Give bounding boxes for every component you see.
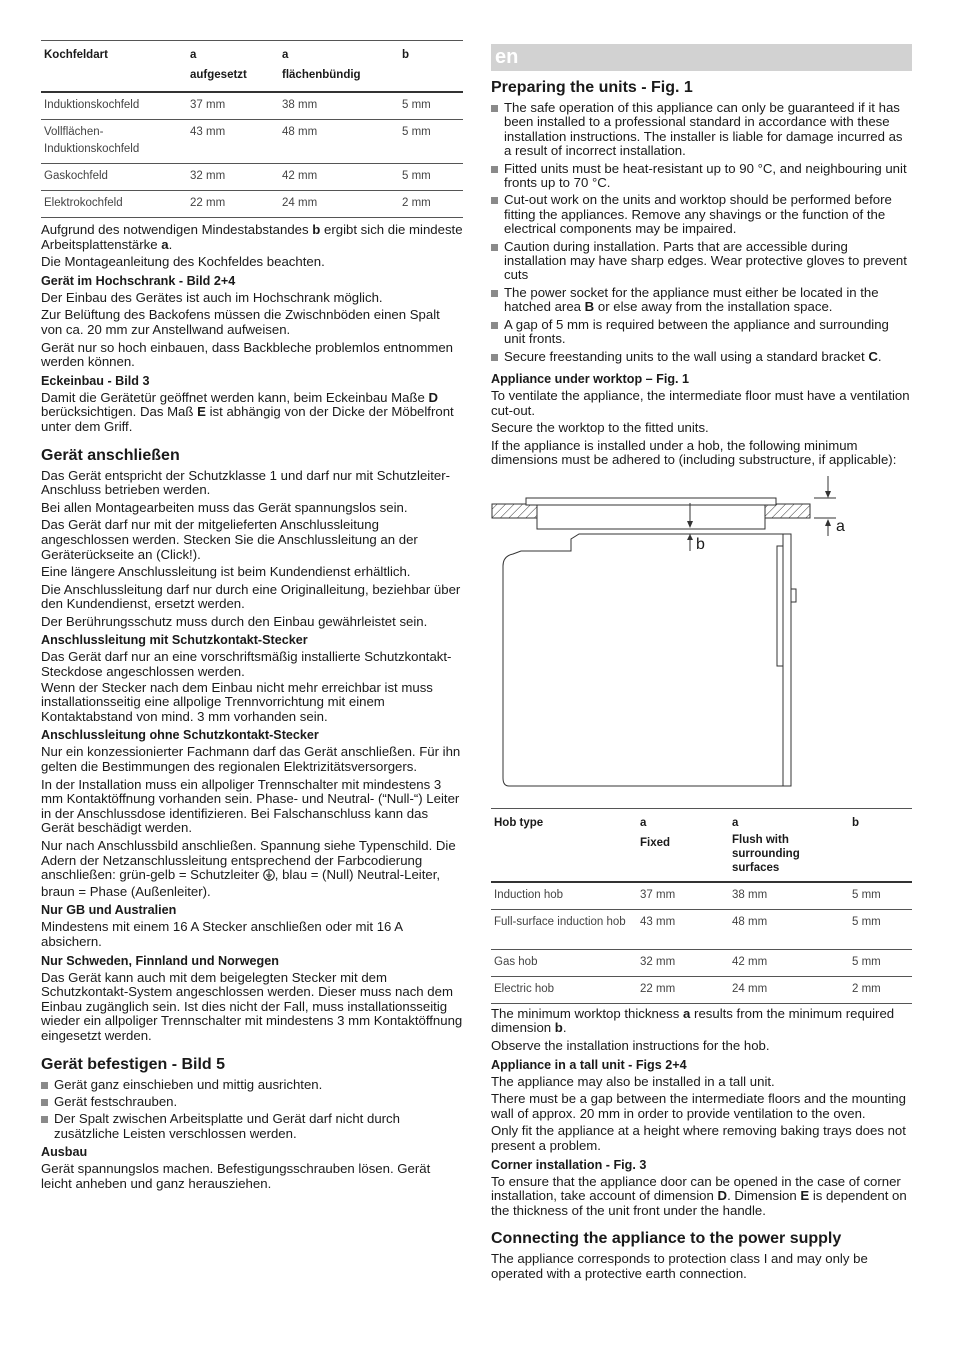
paragraph: Das Gerät darf nur an eine vorschriftsmäßig installierte Schutzkontakt-Steckdose angeschlossen werden. xyxy=(41,649,452,680)
square-bullet-icon xyxy=(491,105,498,112)
paragraph: Mindestens mit einem 16 A Stecker anschließen oder mit 16 A absichern. xyxy=(41,919,403,949)
table-cell: 5 mm xyxy=(849,909,912,949)
paragraph: Das Gerät darf nur mit der mitgelieferten Anschlussleitung angeschlossen werden. Stecken Sie die Anschlussleitung an der Geräterückseite an (Click!). xyxy=(41,517,418,562)
heading-preparing: Preparing the units - Fig. 1 xyxy=(491,79,693,96)
language-bar xyxy=(491,44,912,71)
paragraph-hob-instructions: Observe the installation instructions for the hob. xyxy=(491,1038,770,1054)
worktop-right xyxy=(765,504,810,518)
paragraph: To ventilate the appliance, the intermediate floor must have a ventilation cut-out. xyxy=(491,387,910,418)
left-column xyxy=(41,40,463,1194)
list-item: Gerät ganz einschieben und mittig ausrichten. xyxy=(41,1078,463,1092)
table-cell: 32 mm xyxy=(637,949,729,976)
heading-nordic: Nur Schweden, Finnland und Norwegen xyxy=(41,953,279,968)
table-header-row xyxy=(41,41,463,93)
paragraph: In der Installation muss ein allpoliger Trennschalter mit mindestens 3 mm Kontaktöffnung vorhanden sein. Phase- und Neutral- (“Null-“) Leiter in der Anschlussdose identifizieren. Bei Falschanschluss kann das Gerät beschädigt werden. xyxy=(41,776,460,836)
table-cell: 22 mm xyxy=(637,976,729,1003)
paragraph-hob-instructions: Die Montageanleitung des Kochfeldes beachten. xyxy=(41,254,325,270)
square-bullet-icon xyxy=(491,322,498,329)
square-bullet-icon xyxy=(41,1082,48,1089)
heading-fix: Gerät befestigen - Bild 5 xyxy=(41,1055,226,1073)
list-item: A gap of 5 mm is required between the appliance and surrounding unit fronts. xyxy=(491,318,912,347)
square-bullet-icon xyxy=(491,244,498,251)
table-row xyxy=(491,976,912,1003)
paragraph: Gerät spannungslos machen. Befestigungsschrauben lösen. Gerät leicht anheben und ganz herausziehen. xyxy=(41,1161,431,1191)
table-cell: Vollflächen-Induktionskochfeld xyxy=(41,120,187,164)
dim-a-label: a xyxy=(836,517,845,535)
table-row xyxy=(41,92,463,120)
table-cell: Gaskochfeld xyxy=(41,164,187,191)
table-header-cell: b xyxy=(849,808,912,882)
paragraph: Bei allen Montagearbeiten muss das Gerät spannungslos sein. xyxy=(41,499,408,515)
table-header-cell: a Flush with surrounding surfaces xyxy=(729,808,849,882)
table-cell: Full-surface induction hob xyxy=(491,909,637,949)
table-cell: 5 mm xyxy=(399,92,463,120)
table-row xyxy=(41,120,463,164)
square-bullet-icon xyxy=(491,290,498,297)
heading-corner: Corner installation - Fig. 3 xyxy=(491,1157,647,1172)
installation-diagram xyxy=(491,476,912,808)
hob-dimensions-table-en xyxy=(491,808,912,1004)
square-bullet-icon xyxy=(491,197,498,204)
paragraph-corner: Damit die Gerätetür geöffnet werden kann, beim Eckeinbau Maße D berücksichtigen. Das Maß E ist abhängig von der Dicke der Möbelfront unter dem Griff. xyxy=(41,389,454,434)
table-cell: Gas hob xyxy=(491,949,637,976)
table-cell: 48 mm xyxy=(279,120,399,164)
paragraph: Der Berührungsschutz muss durch den Einbau gewährleistet sein. xyxy=(41,613,428,629)
paragraph: Zur Belüftung des Backofens müssen die Zwischnböden einen Spalt von ca. 20 mm zur Anstellwand aufweisen. xyxy=(41,307,440,337)
paragraph: Eine längere Anschlussleitung ist beim Kundendienst erhältlich. xyxy=(41,564,411,580)
table-header-row xyxy=(491,808,912,882)
table-row xyxy=(491,909,912,949)
hob-top xyxy=(526,498,776,505)
oven-door xyxy=(783,534,791,786)
table-header-cell: a Fixed xyxy=(637,808,729,882)
list-item: Secure freestanding units to the wall using a standard bracket C. xyxy=(491,350,912,364)
list-item: Cut-out work on the units and worktop should be performed before fitting the appliances. Remove any shavings or the function of the electrical components may be impaired. xyxy=(491,193,912,236)
table-cell: 43 mm xyxy=(187,120,279,164)
list-item: Gerät festschrauben. xyxy=(41,1095,463,1109)
worktop-left xyxy=(492,504,537,518)
table-cell: Induction hob xyxy=(491,882,637,910)
preparing-list xyxy=(491,101,912,364)
hob-dimensions-table-de xyxy=(41,40,463,218)
list-item: The power socket for the appliance must either be located in the hatched area B or else away from the installation space. xyxy=(491,286,912,315)
table-cell: 22 mm xyxy=(187,191,279,218)
paragraph: Only fit the appliance at a height where removing baking trays does not present a problem. xyxy=(491,1123,906,1154)
paragraph-corner: To ensure that the appliance door can be opened in the case of corner installation, take account of dimension D. Dimension E is dependent on the thickness of the unit front under the handle. xyxy=(491,1173,907,1218)
table-row xyxy=(41,191,463,218)
square-bullet-icon xyxy=(41,1099,48,1106)
table-cell: Electric hob xyxy=(491,976,637,1003)
paragraph-min-thickness: Aufgrund des notwendigen Mindestabstandes b ergibt sich die mindeste Arbeitsplattenstärke a. xyxy=(41,222,463,252)
table-cell: 5 mm xyxy=(399,164,463,191)
dim-a-arrowhead-down xyxy=(825,491,831,498)
oven-handle xyxy=(791,589,796,602)
table-cell: 38 mm xyxy=(279,92,399,120)
heading-connect: Gerät anschließen xyxy=(41,446,180,464)
paragraph: Gerät nur so hoch einbauen, dass Backbleche problemlos entnommen werden können. xyxy=(41,339,453,370)
square-bullet-icon xyxy=(41,1116,48,1123)
dim-b-label: b xyxy=(696,535,705,553)
fix-list xyxy=(41,1078,463,1142)
paragraph: Das Gerät entspricht der Schutzklasse 1 und darf nur mit Schutzleiter-Anschluss betrieben werden. xyxy=(41,467,450,498)
earth-symbol-icon xyxy=(263,869,275,885)
table-row xyxy=(491,882,912,910)
paragraph: Die Anschlussleitung darf nur durch eine Originalleitung, beziehbar über den Kundendienst, ersetzt werden. xyxy=(41,581,461,612)
heading-tall-unit: Gerät im Hochschrank - Bild 2+4 xyxy=(41,273,236,288)
paragraph-min-thickness: The minimum worktop thickness a results from the minimum required dimension b. xyxy=(491,1005,895,1036)
table-header-cell: Kochfeldart xyxy=(41,41,187,93)
list-item: Caution during installation. Parts that are accessible during installation may have sharp edges. Wear protective gloves to prevent cuts xyxy=(491,240,912,283)
table-cell: 37 mm xyxy=(187,92,279,120)
paragraph: Der Einbau des Gerätes ist auch im Hochschrank möglich. xyxy=(41,289,383,305)
table-cell: 32 mm xyxy=(187,164,279,191)
table-cell: 42 mm xyxy=(279,164,399,191)
table-header-cell: a flächenbündig xyxy=(279,41,399,93)
table-cell: 48 mm xyxy=(729,909,849,949)
table-cell: 24 mm xyxy=(729,976,849,1003)
paragraph: If the appliance is installed under a hob, the following minimum dimensions must be adhered to (including substructure, if applicable): xyxy=(491,437,897,468)
table-header-cell: b xyxy=(399,41,463,93)
paragraph: Wenn der Stecker nach dem Einbau nicht mehr erreichbar ist muss installationsseitig eine allpolige Trennvorrichtung mit einem Kontaktabstand von mind. 3 mm vorhanden sein. xyxy=(41,679,433,724)
paragraph: There must be a gap between the intermediate floors and the mounting wall of approx. 20 mm in order to provide ventilation to the oven. xyxy=(491,1091,906,1121)
table-cell: Elektrokochfeld xyxy=(41,191,187,218)
oven-under-worktop-drawing xyxy=(491,476,912,808)
language-code: en xyxy=(495,46,519,68)
paragraph: Secure the worktop to the fitted units. xyxy=(491,420,709,436)
table-cell: 2 mm xyxy=(849,976,912,1003)
paragraph: The appliance may also be installed in a tall unit. xyxy=(491,1073,775,1089)
table-cell: 43 mm xyxy=(637,909,729,949)
table-cell: 5 mm xyxy=(399,120,463,164)
table-header-cell: a aufgesetzt xyxy=(187,41,279,93)
heading-removal: Ausbau xyxy=(41,1145,88,1160)
table-cell: Induktionskochfeld xyxy=(41,92,187,120)
list-item: The safe operation of this appliance can only be guaranteed if it has been installed to a professional standard in accordance with these installation instructions. The installer is liable for damage incurred as a result of incorrect installation. xyxy=(491,101,912,159)
table-cell: 42 mm xyxy=(729,949,849,976)
heading-tall-unit: Appliance in a tall unit - Figs 2+4 xyxy=(491,1057,687,1072)
square-bullet-icon xyxy=(491,354,498,361)
hob-body xyxy=(537,505,765,529)
table-cell: 37 mm xyxy=(637,882,729,910)
table-cell: 24 mm xyxy=(279,191,399,218)
heading-corner: Eckeinbau - Bild 3 xyxy=(41,373,150,388)
table-row xyxy=(491,949,912,976)
table-cell: 5 mm xyxy=(849,882,912,910)
paragraph: Nur ein konzessionierter Fachmann darf das Gerät anschließen. Für ihn gelten die Bestimmungen des regionalen Elektrizitätsversorgers. xyxy=(41,744,461,775)
square-bullet-icon xyxy=(491,166,498,173)
heading-under-worktop: Appliance under worktop – Fig. 1 xyxy=(491,371,690,386)
paragraph: The appliance corresponds to protection class I and may only be operated with a protective earth connection. xyxy=(491,1251,868,1281)
heading-connect: Connecting the appliance to the power supply xyxy=(491,1230,842,1248)
paragraph-color-coding: Nur nach Anschlussbild anschließen. Spannung siehe Typenschild. Die Adern der Netzanschlussleitung entsprechend der Farbcodierung anschließen: grün-gelb = Schutzleiter , blau = (Null) Neutral-Leiter, braun = Phase (Außenleiter). xyxy=(41,838,456,899)
table-cell: 2 mm xyxy=(399,191,463,218)
table-cell: 38 mm xyxy=(729,882,849,910)
heading-no-plug: Anschlussleitung ohne Schutzkontakt-Stecker xyxy=(41,728,319,743)
heading-plug: Anschlussleitung mit Schutzkontakt-Stecker xyxy=(41,633,308,648)
right-column xyxy=(491,44,912,1285)
paragraph: Das Gerät kann auch mit dem beigelegten Stecker mit dem Schutzkontakt-System angeschlossen werden. Dieser muss nach dem Einbau zugänglich sein. Ist dies nicht der Fall, muss installationsseitig wieder ein allpoliger Trennschalter mit mindestens 3 mm Kontaktöffnung eingesetzt werden. xyxy=(41,969,463,1043)
list-item: Der Spalt zwischen Arbeitsplatte und Gerät darf nicht durch zusätzliche Leisten verschlossen werden. xyxy=(41,1112,463,1141)
heading-gb-australia: Nur GB und Australien xyxy=(41,903,177,918)
list-item: Fitted units must be heat-resistant up to 90 °C, and neighbouring unit fronts up to 70 °C. xyxy=(491,162,912,191)
oven-outline xyxy=(503,534,783,786)
table-row xyxy=(41,164,463,191)
table-cell: 5 mm xyxy=(849,949,912,976)
dim-a-arrowhead-up xyxy=(825,519,831,526)
table-header-cell: Hob type xyxy=(491,808,637,882)
